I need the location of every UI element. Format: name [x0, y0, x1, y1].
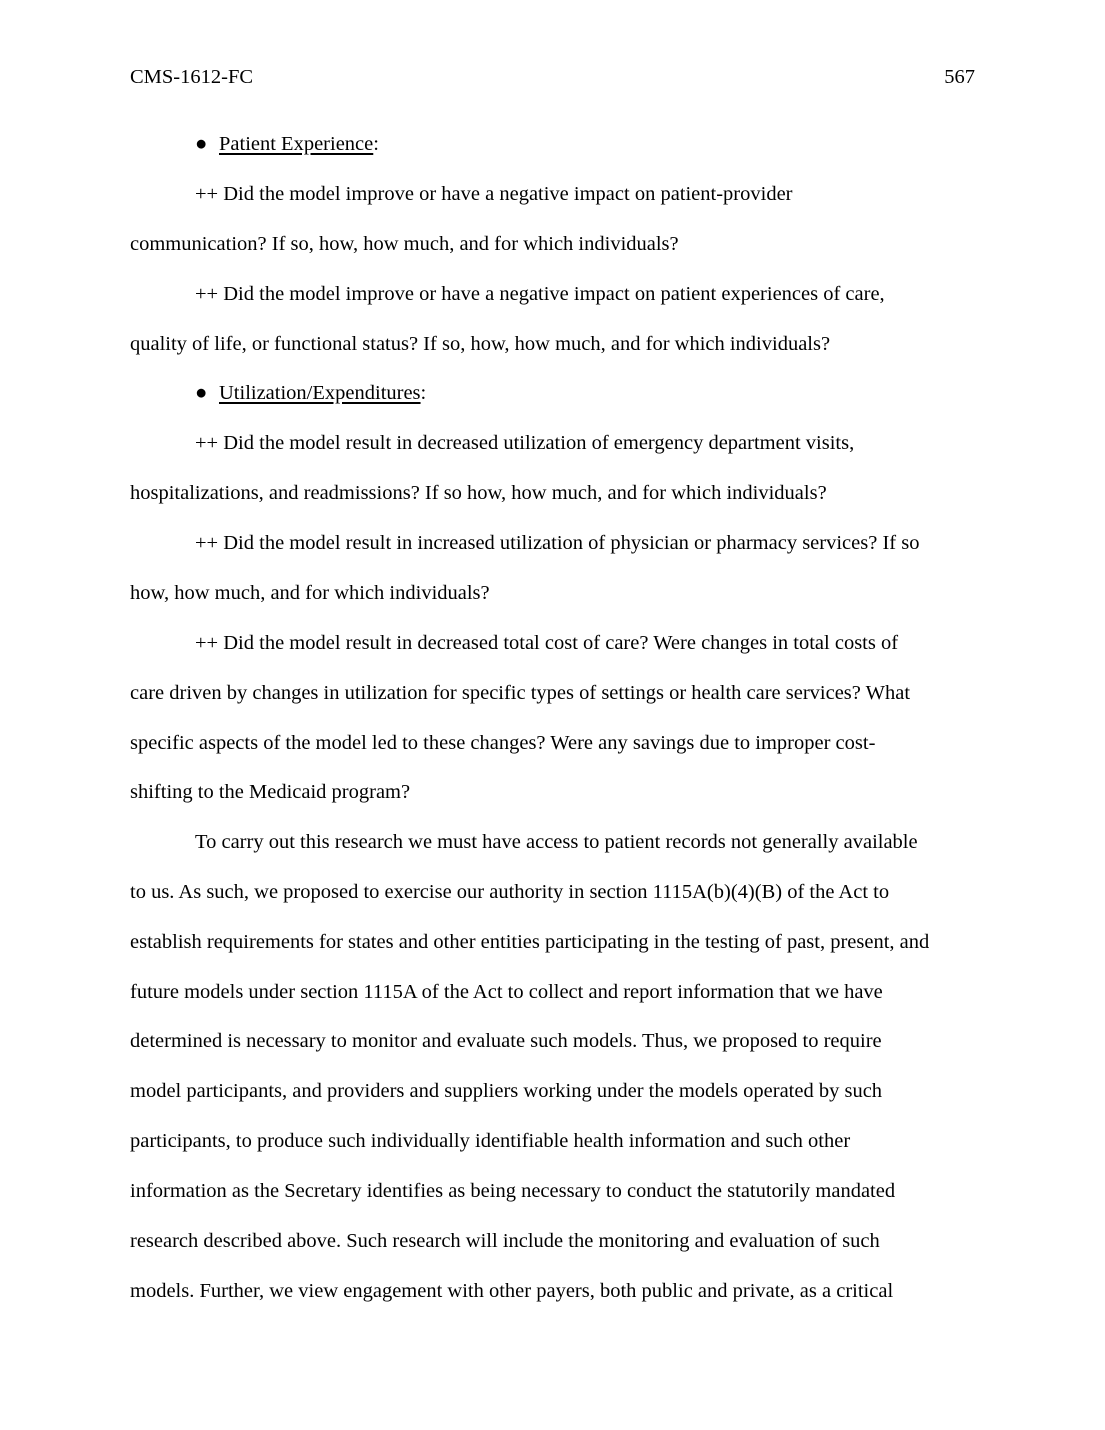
paragraph-line: care driven by changes in utilization for specific types of settings or health care services? What	[130, 682, 911, 704]
paragraph-line: determined is necessary to monitor and evaluate such models. Thus, we proposed to require	[130, 1030, 882, 1052]
document-id: CMS-1612-FC	[130, 66, 254, 88]
paragraph-line: shifting to the Medicaid program?	[130, 781, 411, 803]
paragraph-line: research described above. Such research will include the monitoring and evaluation of such	[130, 1230, 880, 1252]
paragraph-line: establish requirements for states and other entities participating in the testing of past, present, and	[130, 931, 930, 953]
paragraph-line: specific aspects of the model led to these changes? Were any savings due to improper cost-	[130, 732, 876, 754]
paragraph-line: To carry out this research we must have access to patient records not generally available	[195, 831, 918, 853]
label-colon: :	[420, 382, 427, 404]
paragraph-line: communication? If so, how, how much, and for which individuals?	[130, 233, 679, 255]
section-label-patient-experience: Patient Experience	[219, 133, 374, 155]
page-number: 567	[944, 66, 975, 88]
paragraph-line: ++ Did the model improve or have a negative impact on patient experiences of care,	[195, 283, 885, 305]
paragraph-line: future models under section 1115A of the Act to collect and report information that we have	[130, 981, 883, 1003]
bullet-icon: ●	[195, 133, 208, 155]
paragraph-line: ++ Did the model result in decreased utilization of emergency department visits,	[195, 432, 855, 454]
section-label-utilization: Utilization/Expenditures	[219, 382, 421, 404]
paragraph-line: ++ Did the model improve or have a negative impact on patient-provider	[195, 183, 793, 205]
paragraph-line: ++ Did the model result in decreased total cost of care? Were changes in total costs of	[195, 632, 899, 654]
paragraph-line: quality of life, or functional status? If so, how, how much, and for which individuals?	[130, 333, 831, 355]
paragraph-line: models. Further, we view engagement with other payers, both public and private, as a critical	[130, 1280, 894, 1302]
paragraph-line: to us. As such, we proposed to exercise our authority in section 1115A(b)(4)(B) of the Act to	[130, 881, 890, 903]
bullet-patient-experience	[195, 134, 379, 155]
paragraph-line: information as the Secretary identifies as being necessary to conduct the statutorily mandated	[130, 1180, 896, 1202]
paragraph-line: how, how much, and for which individuals?	[130, 582, 490, 604]
bullet-icon: ●	[195, 382, 208, 404]
paragraph-line: ++ Did the model result in increased utilization of physician or pharmacy services? If so	[195, 532, 920, 554]
paragraph-line: participants, to produce such individually identifiable health information and such other	[130, 1130, 851, 1152]
bullet-utilization-expenditures	[195, 383, 426, 404]
label-colon: :	[373, 133, 379, 155]
paragraph-line: hospitalizations, and readmissions? If so how, how much, and for which individuals?	[130, 482, 827, 504]
page-header	[130, 66, 975, 92]
paragraph-line: model participants, and providers and suppliers working under the models operated by such	[130, 1080, 883, 1102]
